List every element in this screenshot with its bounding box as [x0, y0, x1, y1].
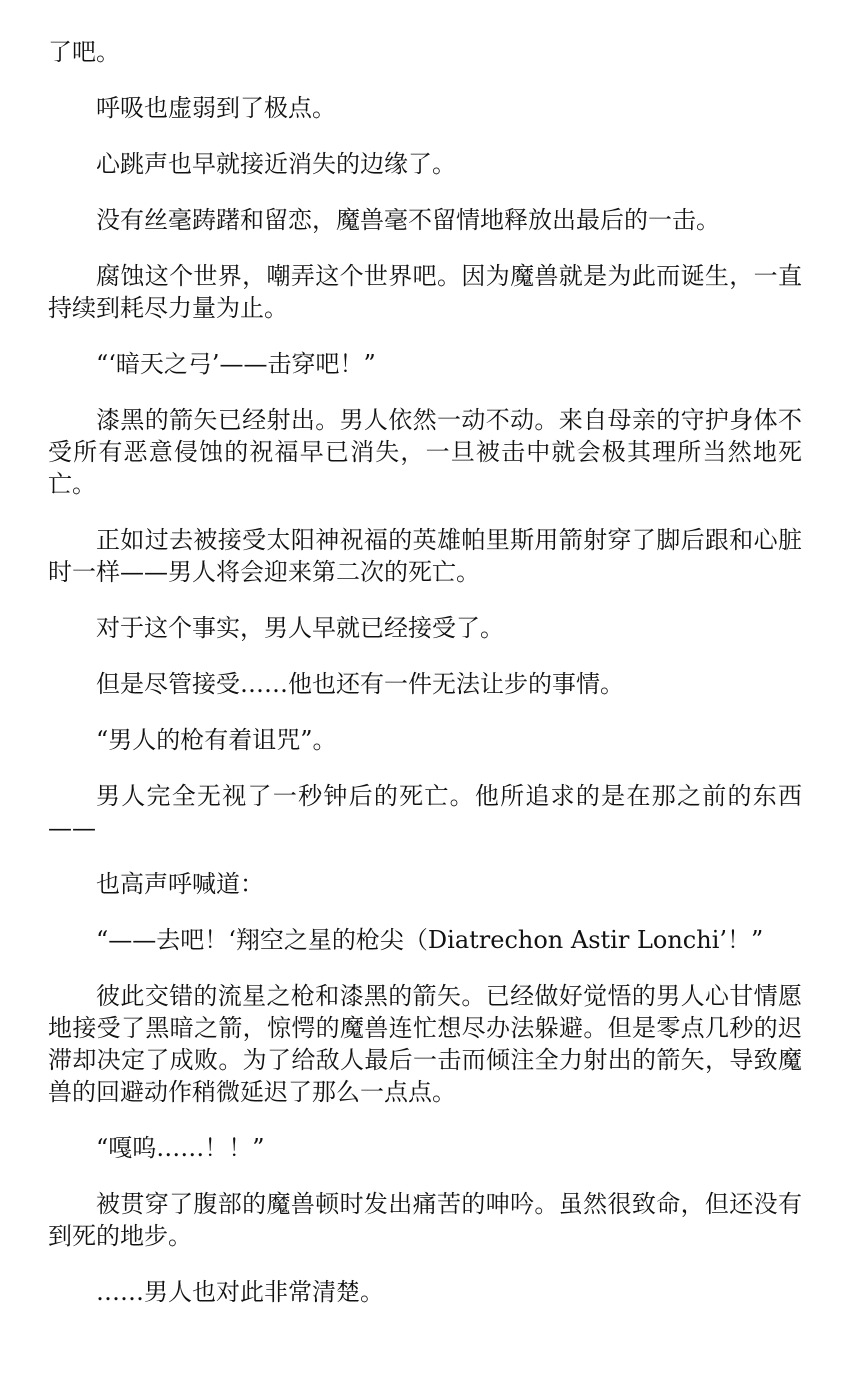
paragraph-12: 男人完全无视了一秒钟后的死亡。他所追求的是在那之前的东西——: [48, 782, 802, 842]
paragraph-7: 漆黑的箭矢已经射出。男人依然一动不动。来自母亲的守护身体不受所有恶意侵蚀的祝福早已消失，一旦被击中就会极其理所当然地死亡。: [48, 406, 802, 498]
paragraph-16: “嘎呜……！！”: [96, 1134, 265, 1162]
paragraph-18: ……男人也对此非常清楚。: [96, 1278, 384, 1306]
paragraph-8: 正如过去被接受太阳神祝福的英雄帕里斯用箭射穿了脚后跟和心脏时一样——男人将会迎来第二次的死亡。: [48, 526, 802, 586]
paragraph-17: 被贯穿了腹部的魔兽顿时发出痛苦的呻吟。虽然很致命，但还没有到死的地步。: [48, 1190, 802, 1250]
paragraph-9: 对于这个事实，男人早就已经接受了。: [96, 614, 504, 642]
paragraph-14: “——去吧！‘翔空之星的枪尖（Diatrechon Astir Lonchi’！”: [96, 926, 764, 954]
paragraph-4: 没有丝毫踌躇和留恋，魔兽毫不留情地释放出最后的一击。: [96, 206, 720, 234]
paragraph-1: 了吧。: [48, 38, 120, 66]
paragraph-6: “‘暗天之弓’——击穿吧！”: [96, 350, 376, 378]
paragraph-5: 腐蚀这个世界，嘲弄这个世界吧。因为魔兽就是为此而诞生，一直持续到耗尽力量为止。: [48, 262, 802, 322]
paragraph-11: “男人的枪有着诅咒”。: [96, 726, 337, 754]
paragraph-2: 呼吸也虚弱到了极点。: [96, 94, 336, 122]
paragraph-10: 但是尽管接受……他也还有一件无法让步的事情。: [96, 670, 624, 698]
paragraph-13: 也高声呼喊道：: [96, 870, 264, 898]
paragraph-15: 彼此交错的流星之枪和漆黑的箭矢。已经做好觉悟的男人心甘情愿地接受了黑暗之箭，惊愕的魔兽连忙想尽办法躲避。但是零点几秒的迟滞却决定了成败。为了给敌人最后一击而倾注全力射出的箭矢，导致魔兽的回避动作稍微延迟了那么一点点。: [48, 982, 802, 1106]
paragraph-3: 心跳声也早就接近消失的边缘了。: [96, 150, 456, 178]
